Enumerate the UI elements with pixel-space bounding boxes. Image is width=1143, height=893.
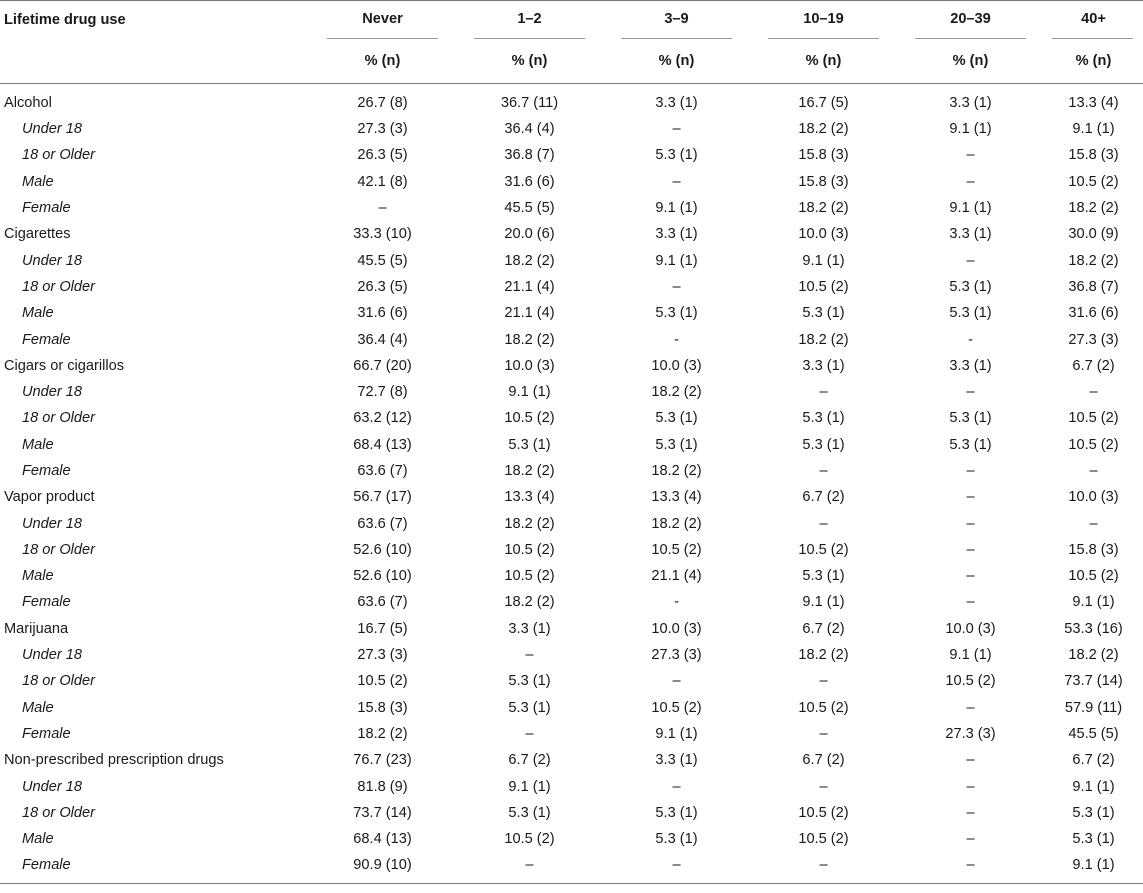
table-cell: 16.7 (5): [357, 620, 408, 637]
table-cell: –: [819, 384, 828, 401]
table-cell: 5.3 (1): [655, 804, 698, 821]
table-cell: 27.3 (3): [357, 121, 408, 138]
table-cell: 15.8 (3): [798, 173, 849, 190]
table-cell: –: [378, 200, 387, 217]
table-row: [0, 510, 1143, 536]
table-row: [0, 221, 1143, 247]
table-row: [0, 773, 1143, 799]
table-row: [0, 195, 1143, 221]
table-cell: 5.3 (1): [655, 831, 698, 848]
subgroup-label: Under 18: [22, 252, 83, 269]
table-row: [0, 379, 1143, 405]
table-cell: 5.3 (1): [508, 436, 551, 453]
subgroup-label: Female: [22, 463, 71, 479]
table-row: [0, 247, 1143, 273]
table-cell: –: [819, 515, 828, 532]
table-cell: –: [966, 594, 975, 611]
table-cell: –: [966, 515, 975, 532]
table-cell: 5.3 (1): [802, 410, 845, 427]
table-cell: 5.3 (1): [802, 305, 845, 322]
table-cell: 5.3 (1): [949, 278, 992, 295]
table-cell: –: [966, 804, 975, 821]
table-cell: 10.5 (2): [798, 699, 849, 716]
table-cell: –: [966, 463, 975, 479]
unit-label: % (n): [1044, 39, 1143, 84]
table-cell: –: [672, 278, 681, 295]
column-header: [1044, 1, 1143, 40]
table-cell: –: [966, 147, 975, 164]
table-cell: 15.8 (3): [1068, 147, 1119, 164]
subgroup-label: Under 18: [22, 515, 83, 532]
table-cell: 6.7 (2): [508, 752, 551, 769]
table-cell: 5.3 (1): [802, 568, 845, 585]
table-cell: 18.2 (2): [798, 121, 849, 138]
table-cell: 18.2 (2): [798, 200, 849, 217]
table-cell: 10.0 (3): [1068, 489, 1119, 506]
subgroup-label: Female: [22, 331, 71, 348]
table-row: [0, 537, 1143, 563]
substance-label: Alcohol: [4, 95, 52, 111]
table-cell: 10.0 (3): [798, 226, 849, 243]
table-cell: 5.3 (1): [1072, 804, 1115, 821]
table-cell: 10.5 (2): [504, 541, 555, 558]
table-cell: 3.3 (1): [508, 620, 551, 637]
table-row: [0, 300, 1143, 326]
table-cell: 10.5 (2): [357, 673, 408, 690]
table-row: [0, 721, 1143, 747]
subgroup-label: 18 or Older: [22, 147, 96, 164]
table-cell: 21.1 (4): [651, 568, 702, 585]
column-header-label: 10–19: [803, 10, 844, 27]
table-cell: 9.1 (1): [1044, 852, 1143, 883]
table-cell: 18.2 (2): [504, 331, 555, 348]
table-cell: 9.1 (1): [802, 594, 845, 611]
table-row: [0, 353, 1143, 379]
table-cell: 10.5 (2): [798, 804, 849, 821]
table-cell: –: [966, 568, 975, 585]
table-cell: –: [672, 778, 681, 795]
table-cell: 63.6 (7): [357, 463, 408, 479]
column-header: [750, 1, 897, 40]
table-cell: 10.5 (2): [1068, 410, 1119, 427]
table-body: [0, 84, 1143, 884]
table-cell: 5.3 (1): [508, 804, 551, 821]
table-cell: 27.3 (3): [651, 647, 702, 664]
table-cell: –: [603, 852, 750, 883]
table-cell: 10.5 (2): [504, 831, 555, 848]
table-cell: 21.1 (4): [504, 278, 555, 295]
table-cell: 5.3 (1): [949, 410, 992, 427]
substance-label: Marijuana: [4, 620, 69, 637]
table-cell: 18.2 (2): [798, 331, 849, 348]
table-row: [0, 84, 1143, 117]
table-row: [0, 405, 1143, 431]
subgroup-label: Female: [22, 725, 71, 742]
table-cell: 5.3 (1): [1072, 831, 1115, 848]
table-cell: 9.1 (1): [655, 725, 698, 742]
table-cell: 13.3 (4): [651, 489, 702, 506]
subgroup-label: 18 or Older: [22, 804, 96, 821]
table-cell: –: [966, 699, 975, 716]
table-cell: 18.2 (2): [1068, 252, 1119, 269]
table-cell: –: [1089, 384, 1098, 401]
table-cell: 10.0 (3): [504, 357, 555, 374]
table-cell: 10.5 (2): [1068, 568, 1119, 585]
table-cell: -: [674, 594, 679, 611]
table-cell: 52.6 (10): [353, 568, 412, 585]
table-row: [0, 642, 1143, 668]
table-cell: 56.7 (17): [353, 489, 412, 506]
table-row: [0, 616, 1143, 642]
table-cell: 10.5 (2): [798, 278, 849, 295]
table-row: [0, 274, 1143, 300]
column-header: [603, 1, 750, 40]
table-cell: 73.7 (14): [353, 804, 412, 821]
unit-label: % (n): [309, 39, 456, 84]
table-cell: 9.1 (1): [949, 200, 992, 217]
table-cell: 10.0 (3): [651, 620, 702, 637]
table-cell: 10.5 (2): [1068, 173, 1119, 190]
table-row: [0, 747, 1143, 773]
table-cell: 6.7 (2): [802, 752, 845, 769]
table-cell: 5.3 (1): [949, 305, 992, 322]
table-cell: 15.8 (3): [357, 699, 408, 716]
table-cell: 20.0 (6): [504, 226, 555, 243]
table-cell: –: [966, 489, 975, 506]
table-cell: 18.2 (2): [651, 463, 702, 479]
table-cell: 6.7 (2): [1072, 357, 1115, 374]
table-cell: 10.5 (2): [651, 699, 702, 716]
table-row: [0, 695, 1143, 721]
subgroup-label: Under 18: [22, 384, 83, 401]
table-cell: 27.3 (3): [945, 725, 996, 742]
table-cell: 15.8 (3): [798, 147, 849, 164]
table-cell: 16.7 (5): [798, 95, 849, 111]
subgroup-label: Male: [22, 305, 54, 322]
table-cell: 9.1 (1): [508, 778, 551, 795]
table-cell: 36.7 (11): [500, 95, 559, 111]
table-cell: 18.2 (2): [798, 647, 849, 664]
table-cell: 9.1 (1): [508, 384, 551, 401]
table-row: [0, 589, 1143, 615]
table-cell: 18.2 (2): [651, 384, 702, 401]
table-cell: –: [750, 852, 897, 883]
table-cell: 63.2 (12): [353, 410, 412, 427]
table-cell: –: [966, 752, 975, 769]
table-cell: 27.3 (3): [1068, 331, 1119, 348]
table-cell: 18.2 (2): [504, 515, 555, 532]
table-cell: 5.3 (1): [949, 436, 992, 453]
table-cell: 5.3 (1): [508, 699, 551, 716]
table-cell: –: [819, 463, 828, 479]
table-cell: 5.3 (1): [508, 673, 551, 690]
table-cell: 9.1 (1): [949, 647, 992, 664]
table-cell: 10.5 (2): [945, 673, 996, 690]
table-cell: 5.3 (1): [655, 410, 698, 427]
subgroup-label: Under 18: [22, 121, 83, 138]
table-cell: 13.3 (4): [1068, 95, 1119, 111]
table-cell: -: [674, 331, 679, 348]
column-header-label: Never: [362, 10, 403, 27]
column-header-label: 3–9: [664, 10, 689, 27]
table-cell: 81.8 (9): [357, 778, 408, 795]
substance-label: Non-prescribed prescription drugs: [4, 752, 224, 769]
table-cell: 31.6 (6): [1068, 305, 1119, 322]
table-cell: 9.1 (1): [1072, 594, 1115, 611]
table-cell: 73.7 (14): [1064, 673, 1123, 690]
table-cell: 10.0 (3): [651, 357, 702, 374]
table-cell: 27.3 (3): [357, 647, 408, 664]
table-cell: 45.5 (5): [504, 200, 555, 217]
table-cell: 6.7 (2): [1072, 752, 1115, 769]
column-header-label: 40+: [1081, 10, 1106, 27]
table-cell: 42.1 (8): [357, 173, 408, 190]
substance-label: Vapor product: [4, 489, 95, 506]
table-cell: 26.7 (8): [357, 95, 408, 111]
table-cell: 13.3 (4): [504, 489, 555, 506]
unit-row: [0, 39, 1143, 84]
substance-label: Cigarettes: [4, 226, 71, 243]
table-cell: 26.3 (5): [357, 147, 408, 164]
table-cell: –: [966, 831, 975, 848]
subgroup-label: Male: [22, 568, 54, 585]
table-cell: –: [525, 725, 534, 742]
row-header-label: Lifetime drug use: [0, 1, 309, 40]
table-cell: 10.5 (2): [798, 541, 849, 558]
table-cell: 68.4 (13): [353, 436, 412, 453]
table-cell: 10.0 (3): [945, 620, 996, 637]
table-cell: –: [672, 121, 681, 138]
table-cell: 18.2 (2): [1068, 200, 1119, 217]
table-cell: 9.1 (1): [1072, 778, 1115, 795]
table-cell: 76.7 (23): [353, 752, 412, 769]
table-cell: 72.7 (8): [357, 384, 408, 401]
table-cell: 57.9 (11): [1064, 699, 1123, 716]
subgroup-label: 18 or Older: [22, 673, 96, 690]
table-cell: –: [672, 673, 681, 690]
substance-label: Cigars or cigarillos: [4, 357, 125, 374]
table-cell: 36.4 (4): [504, 121, 555, 138]
table-cell: 52.6 (10): [353, 541, 412, 558]
table-cell: 9.1 (1): [655, 200, 698, 217]
table-cell: 5.3 (1): [655, 436, 698, 453]
table-cell: –: [966, 541, 975, 558]
table-cell: -: [968, 331, 973, 348]
table-cell: 3.3 (1): [655, 752, 698, 769]
table-cell: 5.3 (1): [655, 147, 698, 164]
table-cell: 53.3 (16): [1064, 620, 1123, 637]
table-cell: 31.6 (6): [357, 305, 408, 322]
column-header-label: 20–39: [950, 10, 991, 27]
table-cell: 10.5 (2): [798, 831, 849, 848]
header-row: [0, 1, 1143, 40]
table-cell: 9.1 (1): [949, 121, 992, 138]
table-cell: 45.5 (5): [1068, 725, 1119, 742]
table-cell: –: [1089, 463, 1098, 479]
table-cell: 10.5 (2): [504, 568, 555, 585]
table-cell: 18.2 (2): [1068, 647, 1119, 664]
table-cell: 18.2 (2): [504, 252, 555, 269]
table-cell: 63.6 (7): [357, 515, 408, 532]
table-cell: 66.7 (20): [353, 357, 412, 374]
table-cell: 18.2 (2): [651, 515, 702, 532]
table-cell: 3.3 (1): [949, 95, 992, 111]
table-cell: –: [456, 852, 603, 883]
table-row: [0, 116, 1143, 142]
subgroup-label: Male: [22, 436, 54, 453]
subgroup-label: Male: [22, 831, 54, 848]
subgroup-label: Under 18: [22, 647, 83, 664]
subgroup-label: Female: [22, 200, 71, 217]
table-cell: 9.1 (1): [1072, 121, 1115, 138]
table-cell: –: [897, 852, 1044, 883]
unit-label: % (n): [603, 39, 750, 84]
table-cell: 68.4 (13): [353, 831, 412, 848]
table-cell: –: [819, 778, 828, 795]
table-cell: –: [819, 673, 828, 690]
table-cell: 15.8 (3): [1068, 541, 1119, 558]
table-cell: 30.0 (9): [1068, 226, 1119, 243]
table-cell: 36.8 (7): [1068, 278, 1119, 295]
table-cell: –: [966, 778, 975, 795]
table-cell: 6.7 (2): [802, 489, 845, 506]
table-cell: 9.1 (1): [802, 252, 845, 269]
table-cell: 3.3 (1): [655, 226, 698, 243]
unit-label: % (n): [897, 39, 1044, 84]
table-cell: 63.6 (7): [357, 594, 408, 611]
unit-label: % (n): [750, 39, 897, 84]
table-row: [0, 668, 1143, 694]
table-cell: 10.5 (2): [504, 410, 555, 427]
table-cell: 5.3 (1): [655, 305, 698, 322]
table-cell: 45.5 (5): [357, 252, 408, 269]
table-cell: 6.7 (2): [802, 620, 845, 637]
table-cell: 3.3 (1): [949, 226, 992, 243]
table-row: [0, 563, 1143, 589]
column-header: [309, 1, 456, 40]
table-cell: –: [966, 173, 975, 190]
table-cell: –: [672, 173, 681, 190]
table-header: [0, 1, 1143, 84]
table-cell: 10.5 (2): [651, 541, 702, 558]
table-cell: 18.2 (2): [504, 463, 555, 479]
table-cell: 10.5 (2): [1068, 436, 1119, 453]
table-row: [0, 458, 1143, 484]
table-cell: –: [819, 725, 828, 742]
table-cell: 5.3 (1): [802, 436, 845, 453]
table-cell: 3.3 (1): [802, 357, 845, 374]
table-cell: 3.3 (1): [655, 95, 698, 111]
subgroup-label: Male: [22, 173, 54, 190]
subgroup-label: 18 or Older: [22, 541, 96, 558]
column-header: [456, 1, 603, 40]
table-cell: 33.3 (10): [353, 226, 412, 243]
subgroup-label: 18 or Older: [22, 278, 96, 295]
column-header: [897, 1, 1044, 40]
table-row: [0, 326, 1143, 352]
subgroup-label: Male: [22, 699, 54, 716]
unit-row-spacer: [0, 39, 309, 84]
subgroup-label: Female: [22, 594, 71, 611]
table-cell: –: [966, 384, 975, 401]
table-cell: 90.9 (10): [309, 852, 456, 883]
column-header-label: 1–2: [517, 10, 542, 27]
subgroup-label: Female: [0, 852, 309, 883]
table-cell: –: [966, 252, 975, 269]
table-cell: 31.6 (6): [504, 173, 555, 190]
table-row: [0, 432, 1143, 458]
table-row: [0, 826, 1143, 852]
table-cell: 36.8 (7): [504, 147, 555, 164]
subgroup-label: 18 or Older: [22, 410, 96, 427]
table-cell: 36.4 (4): [357, 331, 408, 348]
table-row: [0, 800, 1143, 826]
table-row: [0, 169, 1143, 195]
table-cell: 3.3 (1): [949, 357, 992, 374]
table-cell: –: [525, 647, 534, 664]
table-cell: 26.3 (5): [357, 278, 408, 295]
table-cell: –: [1089, 515, 1098, 532]
table-cell: 9.1 (1): [655, 252, 698, 269]
table-row: [0, 484, 1143, 510]
unit-label: % (n): [456, 39, 603, 84]
table-cell: 21.1 (4): [504, 305, 555, 322]
table-row: [0, 142, 1143, 168]
subgroup-label: Under 18: [22, 778, 83, 795]
table-cell: 18.2 (2): [504, 594, 555, 611]
table-row: [0, 852, 1143, 883]
table-cell: 18.2 (2): [357, 725, 408, 742]
